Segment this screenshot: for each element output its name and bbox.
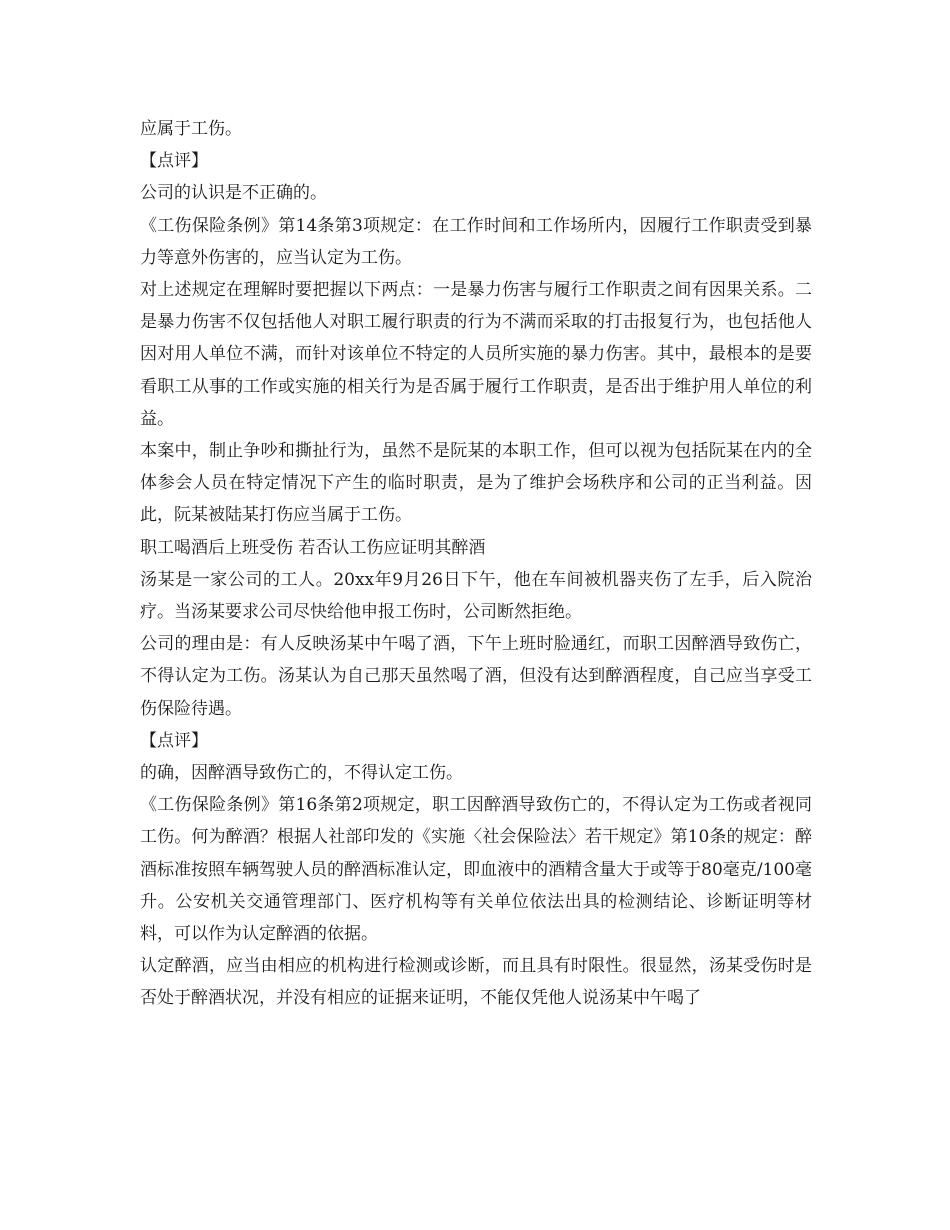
paragraph-comment-heading: 【点评】 bbox=[140, 151, 208, 172]
paragraph-regulation-16: 《工伤保险条例》第16条第2项规定，职工因醉酒导致伤亡的，不得认定为工伤或者视同工伤。何为醉酒？根据人社部印发的《实施〈社会保险法〉若干规定》第10条的规定：醉酒标准按照车辆驾驶人员的醉酒标准认定，即血液中的酒精含量大于或等于80毫克/100毫升。公安机关交通管理部门、医疗机构等有关单位依法出具的检测结论、诊断证明等材料，可以作为认定醉酒的依据。 bbox=[140, 795, 812, 945]
paragraph-section-title: 职工喝酒后上班受伤 若否认工伤应证明其醉酒 bbox=[140, 537, 486, 558]
paragraph-case-analysis: 本案中，制止争吵和撕扯行为，虽然不是阮某的本职工作，但可以视为包括阮某在内的全体参会人员在特定情况下产生的临时职责，是为了维护会场秩序和公司的正当利益。因此，阮某被陆某打伤应当属于工伤。 bbox=[140, 441, 812, 526]
paragraph-comment-heading-2: 【点评】 bbox=[140, 730, 208, 751]
paragraph-company-view: 公司的认识是不正确的。 bbox=[140, 183, 327, 204]
document-page bbox=[140, 113, 812, 1015]
paragraph-two-points: 对上述规定在理解时要把握以下两点：一是暴力伤害与履行工作职责之间有因果关系。二是暴力伤害不仅包括他人对职工履行职责的行为不满而采取的打击报复行为，也包括他人因对用人单位不满，而针对该单位不特定的人员所实施的暴力伤害。其中，最根本的是要看职工从事的工作或实施的相关行为是否属于履行工作职责，是否出于维护用人单位的利益。 bbox=[140, 280, 812, 429]
paragraph-case-facts: 汤某是一家公司的工人。20xx年9月26日下午，他在车间被机器夹伤了左手，后入院治疗。当汤某要求公司尽快给他申报工伤时，公司断然拒绝。 bbox=[140, 569, 812, 623]
paragraph-drunk-determination: 认定醉酒，应当由相应的机构进行检测或诊断，而且具有时限性。很显然，汤某受伤时是否处于醉酒状况，并没有相应的证据来证明，不能仅凭他人说汤某中午喝了 bbox=[140, 956, 812, 1009]
paragraph-drunk-rule: 的确，因醉酒导致伤亡的，不得认定工伤。 bbox=[140, 763, 463, 784]
paragraph-company-reason: 公司的理由是：有人反映汤某中午喝了酒，下午上班时脸通红，而职工因醉酒导致伤亡，不得认定为工伤。汤某认为自己那天虽然喝了酒，但没有达到醉酒程度，自己应当享受工伤保险待遇。 bbox=[140, 634, 812, 719]
paragraph-regulation-14: 《工伤保险条例》第14条第3项规定：在工作时间和工作场所内，因履行工作职责受到暴力等意外伤害的，应当认定为工伤。 bbox=[140, 215, 812, 268]
paragraph-conclusion-line: 应属于工伤。 bbox=[140, 119, 242, 139]
